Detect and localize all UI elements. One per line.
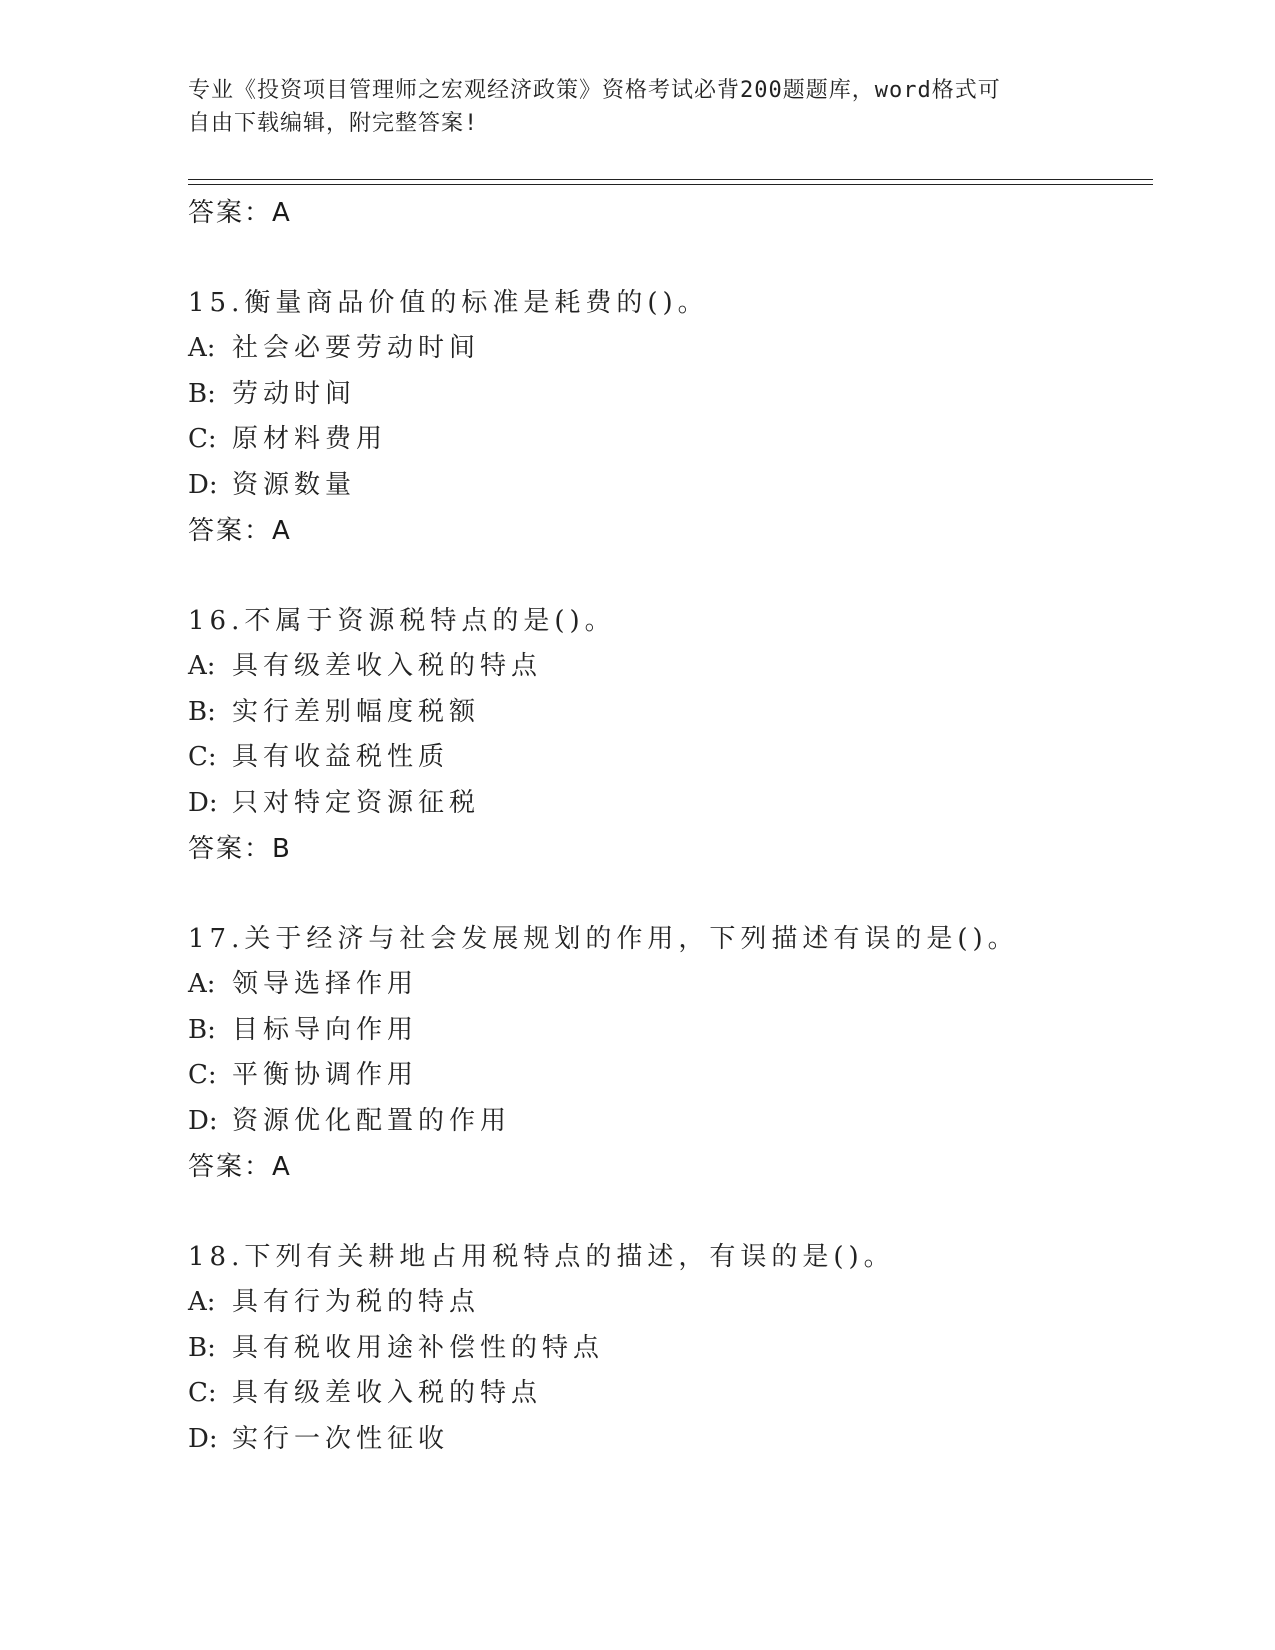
option-letter: B:	[188, 378, 216, 409]
option-letter: D:	[188, 1105, 218, 1136]
header-line-2: 自由下载编辑，附完整答案!	[188, 111, 479, 136]
option-c	[188, 1371, 1148, 1417]
header-line-1: 专业《投资项目管理师之宏观经济政策》资格考试必背200题题库，word格式可	[188, 78, 1001, 103]
option-letter: A:	[188, 333, 216, 363]
option-c	[188, 735, 1148, 781]
option-letter: A:	[188, 651, 216, 681]
option-d	[188, 781, 1148, 827]
option-text: 原材料费用	[232, 424, 388, 454]
option-d	[188, 1417, 1148, 1463]
question-block	[188, 1234, 1148, 1462]
answer-line: 答案：A	[188, 1152, 292, 1182]
option-a	[188, 962, 1148, 1008]
answer-line: 答案：B	[188, 834, 292, 864]
option-d	[188, 1099, 1148, 1145]
option-letter: C:	[188, 742, 217, 772]
option-c	[188, 417, 1148, 463]
option-text: 劳动时间	[232, 378, 357, 409]
option-text: 具有行为税的特点	[232, 1287, 481, 1317]
option-a	[188, 326, 1148, 372]
question-stem: 16.不属于资源税特点的是()。	[188, 606, 616, 636]
option-letter: C:	[188, 1060, 217, 1090]
option-letter: B:	[188, 696, 216, 727]
option-text: 具有级差收入税的特点	[232, 651, 543, 681]
option-b	[188, 1008, 1148, 1054]
question-stem: 18.下列有关耕地占用税特点的描述，有误的是()。	[188, 1242, 895, 1272]
option-b	[188, 690, 1148, 736]
header-divider-bottom	[188, 184, 1153, 185]
option-letter: B:	[188, 1014, 216, 1045]
option-letter: D:	[188, 1423, 218, 1454]
option-letter: A:	[188, 1287, 216, 1317]
header-divider-top	[188, 179, 1153, 180]
option-b	[188, 372, 1148, 418]
option-text: 平衡协调作用	[232, 1060, 419, 1090]
option-text: 目标导向作用	[232, 1014, 419, 1045]
option-letter: B:	[188, 1332, 216, 1363]
option-letter: D:	[188, 469, 218, 500]
question-stem: 15.衡量商品价值的标准是耗费的()。	[188, 288, 709, 318]
question-list	[188, 190, 1148, 1462]
option-text: 领导选择作用	[232, 969, 419, 999]
option-c	[188, 1053, 1148, 1099]
question-block	[188, 280, 1148, 554]
option-text: 只对特定资源征税	[232, 787, 481, 818]
option-letter: A:	[188, 969, 216, 999]
option-text: 资源数量	[232, 469, 357, 500]
option-a	[188, 644, 1148, 690]
option-text: 资源优化配置的作用	[232, 1105, 512, 1136]
option-b	[188, 1326, 1148, 1372]
question-block	[188, 916, 1148, 1190]
option-d	[188, 463, 1148, 509]
document-header	[188, 74, 1088, 140]
option-text: 实行差别幅度税额	[232, 696, 481, 727]
option-letter: D:	[188, 787, 218, 818]
option-text: 社会必要劳动时间	[232, 333, 481, 363]
option-text: 实行一次性征收	[232, 1423, 450, 1454]
option-text: 具有级差收入税的特点	[232, 1378, 543, 1408]
option-letter: C:	[188, 1378, 217, 1408]
option-text: 具有税收用途补偿性的特点	[232, 1332, 605, 1363]
question-stem: 17.关于经济与社会发展规划的作用，下列描述有误的是()。	[188, 924, 1019, 954]
option-a	[188, 1280, 1148, 1326]
option-letter: C:	[188, 424, 217, 454]
option-text: 具有收益税性质	[232, 742, 450, 772]
answer-line: 答案：A	[188, 516, 292, 546]
answer-line: 答案：A	[188, 198, 292, 228]
question-block	[188, 598, 1148, 872]
